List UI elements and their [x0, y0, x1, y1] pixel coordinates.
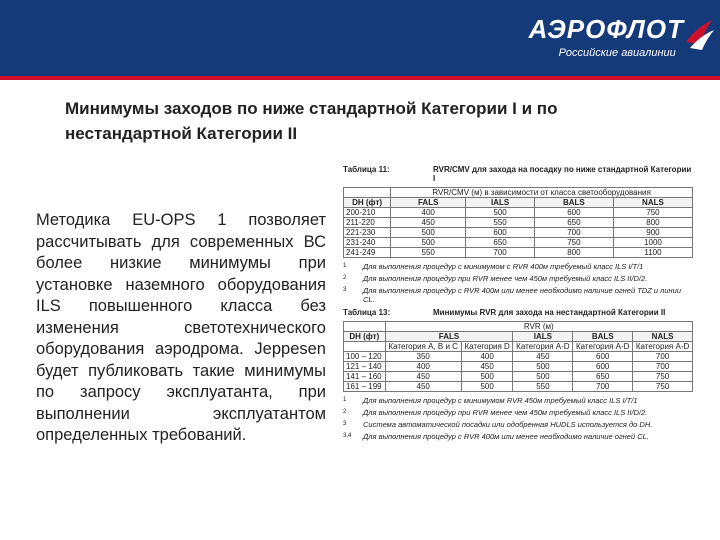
footnote-mark: 3,4	[343, 433, 352, 439]
table-cell: 750	[633, 372, 693, 382]
aeroflot-logo	[529, 14, 684, 59]
table-cell: 1100	[613, 248, 692, 258]
table-cell: 450	[461, 362, 513, 372]
table13	[343, 321, 693, 392]
table11-header: IALS	[466, 198, 535, 208]
table-cell: 750	[534, 238, 613, 248]
table-cell: 550	[513, 382, 573, 392]
header-banner	[0, 0, 720, 80]
table-cell: 231-240	[344, 238, 391, 248]
table11-notes	[343, 262, 693, 304]
footnote-text: Для выполнения процедур с минимумом с RVR 400м требуемый класс ILS I/T/1	[363, 262, 644, 271]
table13-title: Минимумы RVR для захода на нестандартной Категории II	[433, 308, 666, 317]
table11-number: Таблица 11:	[343, 165, 390, 174]
table-cell: 400	[385, 362, 461, 372]
footnote-text: Для выполнения процедур при RVR менее чем 450м требуемый класс ILS II/D/2.	[363, 274, 648, 283]
table13-caption	[343, 308, 693, 317]
footnote-text: Система автоматической посадки или одобренная HUDLS используется до DH.	[363, 420, 653, 429]
table11-header: NALS	[613, 198, 692, 208]
table-row	[344, 382, 693, 392]
footnote-mark: 3	[343, 287, 347, 293]
slide-title: Минимумы заходов по ниже стандартной Категории I и по нестандартной Категории II	[65, 99, 558, 143]
table-cell: 450	[391, 218, 466, 228]
footnote-text: Для выполнения процедур с минимумом RVR 450м требуемый класс ILS I/T/1	[363, 396, 638, 405]
table13-subheader: Категория D	[461, 342, 513, 352]
footnote-mark: 2	[343, 275, 347, 281]
table-cell: 400	[391, 208, 466, 218]
table-row	[344, 238, 693, 248]
table-cell: 650	[573, 372, 633, 382]
table13-subheader: Категория A-D	[513, 342, 573, 352]
table-row	[344, 248, 693, 258]
footnote-mark: 2	[343, 409, 347, 415]
table-cell: 221-230	[344, 228, 391, 238]
footnote	[343, 262, 693, 271]
table-cell: 450	[513, 352, 573, 362]
table-cell: 700	[534, 228, 613, 238]
table-row	[344, 362, 693, 372]
table11-header: FALS	[391, 198, 466, 208]
table-cell: 700	[633, 362, 693, 372]
table13-notes	[343, 396, 693, 441]
body-paragraph: Методика EU-OPS 1 позволяет рассчитывать для современных ВС более низкие минимумы при установке наземного оборудования ILS повышенного класса без изменения светотехнического оборудования аэродрома. Jeppesen будет публиковать такие минимумы по запросу эксплуатанта, при выполнении эксплуатантом определенных требований.	[36, 211, 326, 444]
footnote-text: Для выполнения процедур с RVR 400м или менее необходимо наличие огней CL.	[363, 432, 649, 441]
table13-number: Таблица 13:	[343, 308, 391, 317]
table-cell: 600	[573, 352, 633, 362]
footnote	[343, 286, 693, 304]
table-cell: 200-210	[344, 208, 391, 218]
table-cell: 900	[613, 228, 692, 238]
table-cell: 700	[466, 248, 535, 258]
table-cell: 100 – 120	[344, 352, 386, 362]
table11-title: RVR/CMV для захода на посадку по ниже стандартной Категории I	[433, 165, 692, 183]
footnote	[343, 408, 693, 417]
table13-header: BALS	[573, 332, 633, 342]
table13-header: IALS	[513, 332, 573, 342]
table-cell: 350	[385, 352, 461, 362]
table-cell: 211-220	[344, 218, 391, 228]
table-cell: 750	[633, 382, 693, 392]
table-row	[344, 208, 693, 218]
table-cell: 800	[613, 218, 692, 228]
table-cell: 550	[466, 218, 535, 228]
footnote	[343, 432, 693, 441]
table11-empty-corner	[344, 188, 391, 198]
table-cell: 1000	[613, 238, 692, 248]
table-cell: 500	[513, 362, 573, 372]
table13-subheader	[344, 342, 386, 352]
table-cell: 600	[466, 228, 535, 238]
table-cell: 750	[613, 208, 692, 218]
footnote	[343, 396, 693, 405]
footnote-mark: 3	[343, 421, 347, 427]
table-cell: 650	[534, 218, 613, 228]
table-cell: 650	[466, 238, 535, 248]
table-cell: 550	[391, 248, 466, 258]
table-cell: 500	[391, 238, 466, 248]
logo-name: АЭРОФЛОТ	[528, 14, 684, 44]
table-cell: 141 – 160	[344, 372, 386, 382]
table13-subheader: Категория A-D	[573, 342, 633, 352]
table13-group-header: RVR (м)	[385, 322, 692, 332]
table-cell: 500	[461, 382, 513, 392]
table-cell: 600	[573, 362, 633, 372]
table11-caption	[343, 165, 693, 183]
table-cell: 800	[534, 248, 613, 258]
table11-group-header: RVR/CMV (м) в зависимости от класса светооборудования	[391, 188, 693, 198]
table-cell: 121 – 140	[344, 362, 386, 372]
table-cell: 450	[385, 372, 461, 382]
table-cell: 600	[534, 208, 613, 218]
winged-emblem-icon	[682, 14, 716, 54]
table-row	[344, 352, 693, 362]
logo-subtitle: Российские авиалинии	[558, 47, 676, 59]
table-cell: 241-249	[344, 248, 391, 258]
table13-header: DH (фт)	[344, 332, 386, 342]
table-row	[344, 218, 693, 228]
table13-subheader: Категория A, B и C	[385, 342, 461, 352]
table13-empty-corner	[344, 322, 386, 332]
table-cell: 500	[466, 208, 535, 218]
table-cell: 700	[633, 352, 693, 362]
table-cell: 400	[461, 352, 513, 362]
table-cell: 700	[573, 382, 633, 392]
table-cell: 161 – 199	[344, 382, 386, 392]
table-row	[344, 228, 693, 238]
table-cell: 500	[391, 228, 466, 238]
table-cell: 500	[513, 372, 573, 382]
table11-header: DH (фт)	[344, 198, 391, 208]
table-cell: 500	[461, 372, 513, 382]
table11	[343, 187, 693, 258]
table11-header: BALS	[534, 198, 613, 208]
table13-header: NALS	[633, 332, 693, 342]
footnote-text: Для выполнения процедур при RVR менее чем 450м требуемый класс ILS II/D/2.	[363, 408, 648, 417]
tables-area	[343, 165, 693, 444]
table13-header: FALS	[385, 332, 513, 342]
table-row	[344, 372, 693, 382]
footnote	[343, 274, 693, 283]
footnote-mark: 1	[343, 263, 347, 269]
table13-subheader: Категория A-D	[633, 342, 693, 352]
footnote	[343, 420, 693, 429]
table-cell: 450	[385, 382, 461, 392]
red-stripe	[0, 76, 720, 80]
footnote-text: Для выполнения процедур с RVR 400м или менее необходимо наличие огней TDZ и линии CL.	[363, 286, 681, 304]
footnote-mark: 1	[343, 397, 347, 403]
